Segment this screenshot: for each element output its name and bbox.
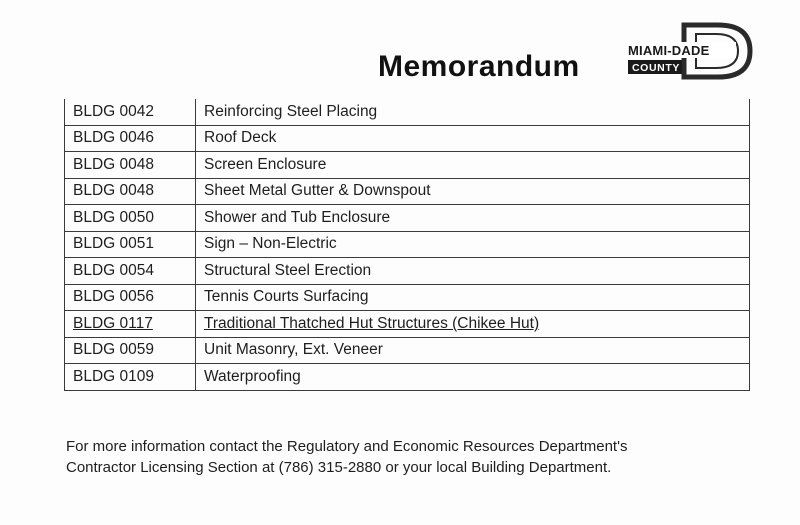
- license-description: Tennis Courts Surfacing: [204, 288, 369, 306]
- license-code-cell: [65, 258, 196, 285]
- license-code-table: [64, 99, 750, 391]
- license-code: BLDG 0117: [73, 314, 153, 332]
- license-description: Sign – Non-Electric: [204, 235, 337, 253]
- license-code-table-wrapper: [64, 99, 750, 391]
- license-code-cell: [65, 205, 196, 232]
- license-description-cell: [196, 364, 750, 391]
- license-code: BLDG 0051: [73, 235, 154, 253]
- license-code-cell: [65, 152, 196, 179]
- license-code-cell: [65, 231, 196, 258]
- license-description-cell: [196, 99, 750, 125]
- page-title: Memorandum: [378, 50, 580, 83]
- logo-line2: COUNTY: [632, 62, 680, 74]
- license-code: BLDG 0048: [73, 182, 154, 200]
- license-code-cell: [65, 311, 196, 338]
- license-code: BLDG 0056: [73, 288, 154, 306]
- license-code-table-body: [65, 99, 750, 390]
- license-code-cell: [65, 284, 196, 311]
- table-row: [65, 337, 750, 364]
- license-code: BLDG 0048: [73, 155, 154, 173]
- license-description-cell: [196, 311, 750, 338]
- license-code-cell: [65, 337, 196, 364]
- license-code-cell: [65, 364, 196, 391]
- table-row: [65, 125, 750, 152]
- license-description: Screen Enclosure: [204, 155, 327, 173]
- table-row: [65, 311, 750, 338]
- license-description-cell: [196, 337, 750, 364]
- county-logo-mark: [622, 22, 754, 80]
- license-description: Shower and Tub Enclosure: [204, 208, 391, 226]
- table-row: [65, 99, 750, 125]
- county-logo: [622, 22, 754, 80]
- table-row: [65, 178, 750, 205]
- license-description-cell: [196, 152, 750, 179]
- license-description: Roof Deck: [204, 129, 277, 147]
- license-description: Sheet Metal Gutter & Downspout: [204, 182, 431, 200]
- table-row: [65, 284, 750, 311]
- license-code: BLDG 0046: [73, 129, 154, 147]
- footer-line-2: Contractor Licensing Section at (786) 315-2880 or your local Building Department.: [66, 459, 612, 476]
- license-description-cell: [196, 231, 750, 258]
- table-row: [65, 258, 750, 285]
- license-description: Reinforcing Steel Placing: [204, 102, 378, 120]
- license-description-cell: [196, 284, 750, 311]
- table-row: [65, 152, 750, 179]
- license-code: BLDG 0059: [73, 341, 154, 359]
- license-description: Unit Masonry, Ext. Veneer: [204, 341, 383, 359]
- license-code-cell: [65, 99, 196, 125]
- license-code: BLDG 0109: [73, 367, 154, 385]
- table-row: [65, 231, 750, 258]
- license-description-cell: [196, 178, 750, 205]
- license-description-cell: [196, 205, 750, 232]
- table-row: [65, 205, 750, 232]
- license-description: Traditional Thatched Hut Structures (Chikee Hut): [204, 314, 540, 332]
- license-code: BLDG 0042: [73, 102, 154, 120]
- license-code-cell: [65, 125, 196, 152]
- license-code: BLDG 0054: [73, 261, 154, 279]
- footer-note: [66, 436, 756, 478]
- license-description: Structural Steel Erection: [204, 261, 372, 279]
- license-description-cell: [196, 258, 750, 285]
- logo-line1: MIAMI-DADE: [628, 43, 710, 58]
- license-code: BLDG 0050: [73, 208, 154, 226]
- license-code-cell: [65, 178, 196, 205]
- license-description-cell: [196, 125, 750, 152]
- table-row: [65, 364, 750, 391]
- footer-line-1: For more information contact the Regulatory and Economic Resources Department's: [66, 438, 628, 455]
- license-description: Waterproofing: [204, 367, 301, 385]
